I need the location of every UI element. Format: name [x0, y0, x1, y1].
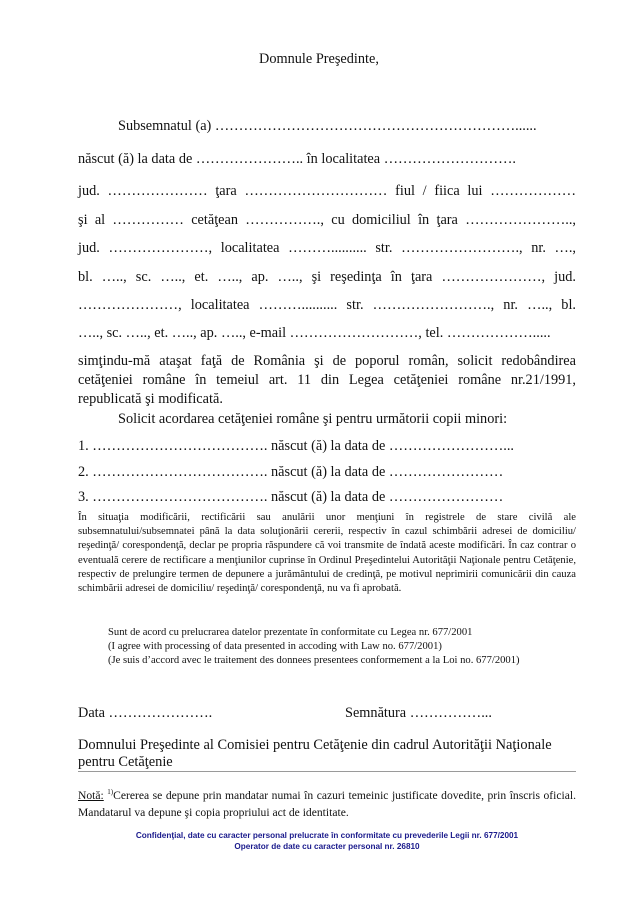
declaration-text: simţindu-mă ataşat faţă de România şi de poporul român, solicit redobândirea cetăţeniei române în temeiul art. 11 din Legea cetăţeniei române nr.21/1991, republicată şi modificată.	[78, 353, 576, 407]
date-field-label: Data ………………….	[78, 705, 213, 721]
note-paragraph	[78, 787, 576, 821]
consent-en: (I agree with processing of data presented in accoding with Law no. 677/2001)	[108, 641, 442, 652]
warning-paragraph: În situaţia modificării, rectificării sau anulării unor menţiuni în registrele de stare civilă ale subsemnatului/subsemnatei până la data soluţionării cererii, respectiv în cazul schimbării adresei de domiciliu/ reşedinţă/ corespondenţă, declar pe propria răspundere că voi transmite de îndată aceste modificări. În caz contrar o eventuală cerere de rectificare a menţiunilor cuprinse în Ordinul Preşedintelui Autorităţii Naţionale pentru Cetăţenie, respectiv de prelungire termen de depunere a jurământului de credinţă, pe motivul neprimirii comunicării din cauza schimbării adresei de domiciliu/ reşedinţă/ corespondenţă, nu va fi aprobată.	[78, 512, 576, 595]
footer-line-2: Operator de date cu caracter personal nr. 26810	[234, 842, 420, 851]
consent-ro: Sunt de acord cu prelucrarea datelor prezentate în conformitate cu Legea nr. 677/2001	[108, 627, 473, 638]
note-label: Notă:	[78, 789, 104, 802]
addressee-line-2: pentru Cetăţenie	[78, 754, 173, 770]
minor-line-3: 3. ………………………………. născut (ă) la data de ……………………	[78, 489, 504, 505]
address-line-2: şi al …………… cetăţean ……………., cu domiciliul în ţara …………………..,	[78, 212, 576, 228]
note-marker: 1)	[107, 788, 114, 797]
divider-line	[78, 771, 576, 772]
applicant-name-line: Subsemnatul (a) ………………………………………………………......	[118, 118, 537, 134]
addressee-line-1: Domnului Preşedinte al Comisiei pentru Cetăţenie din cadrul Autorităţii Naţionale	[78, 737, 552, 753]
minor-line-1: 1. ………………………………. născut (ă) la data de ……………………...	[78, 438, 514, 454]
consent-fr: (Je suis d’accord avec le traitement des donnees presentees conformement a la Loi no. 677/2001)	[108, 655, 520, 666]
birth-date-line: născut (ă) la data de ………………….. în localitatea ……………………….	[78, 151, 516, 167]
salutation: Domnule Preşedinte,	[259, 51, 379, 67]
address-line-1: jud. ………………… ţara ………………………… fiul / fiica lui ………………	[78, 183, 576, 199]
minors-intro: Solicit acordarea cetăţeniei române şi pentru următorii copii minori:	[118, 411, 508, 427]
signature-field-label: Semnătura ……………...	[345, 705, 492, 721]
note-text: Cererea se depune prin mandatar numai în cazuri temeinic justificate dovedite, prin înscris oficial. Mandatarul va depune şi copia propriului act de identitate.	[78, 789, 576, 819]
address-line-5: …………………, localitatea ……….......... str. ……………………., nr. ….., bl.	[78, 297, 576, 313]
minor-line-2: 2. ………………………………. născut (ă) la data de ……………………	[78, 464, 504, 480]
address-line-3: jud. …………………, localitatea ……….......... str. ……………………., nr. ….,	[78, 240, 576, 256]
contact-line: ….., sc. ….., et. ….., ap. ….., e-mail ………………………, tel. ……………….....	[78, 325, 551, 341]
footer-line-1: Confidenţial, date cu caracter personal prelucrate în conformitate cu prevederile Legii nr. 677/2001	[135, 831, 519, 840]
address-line-4: bl. ….., sc. ….., et. ….., ap. ….., şi reşedinţa în ţara …………………, jud.	[78, 269, 576, 285]
